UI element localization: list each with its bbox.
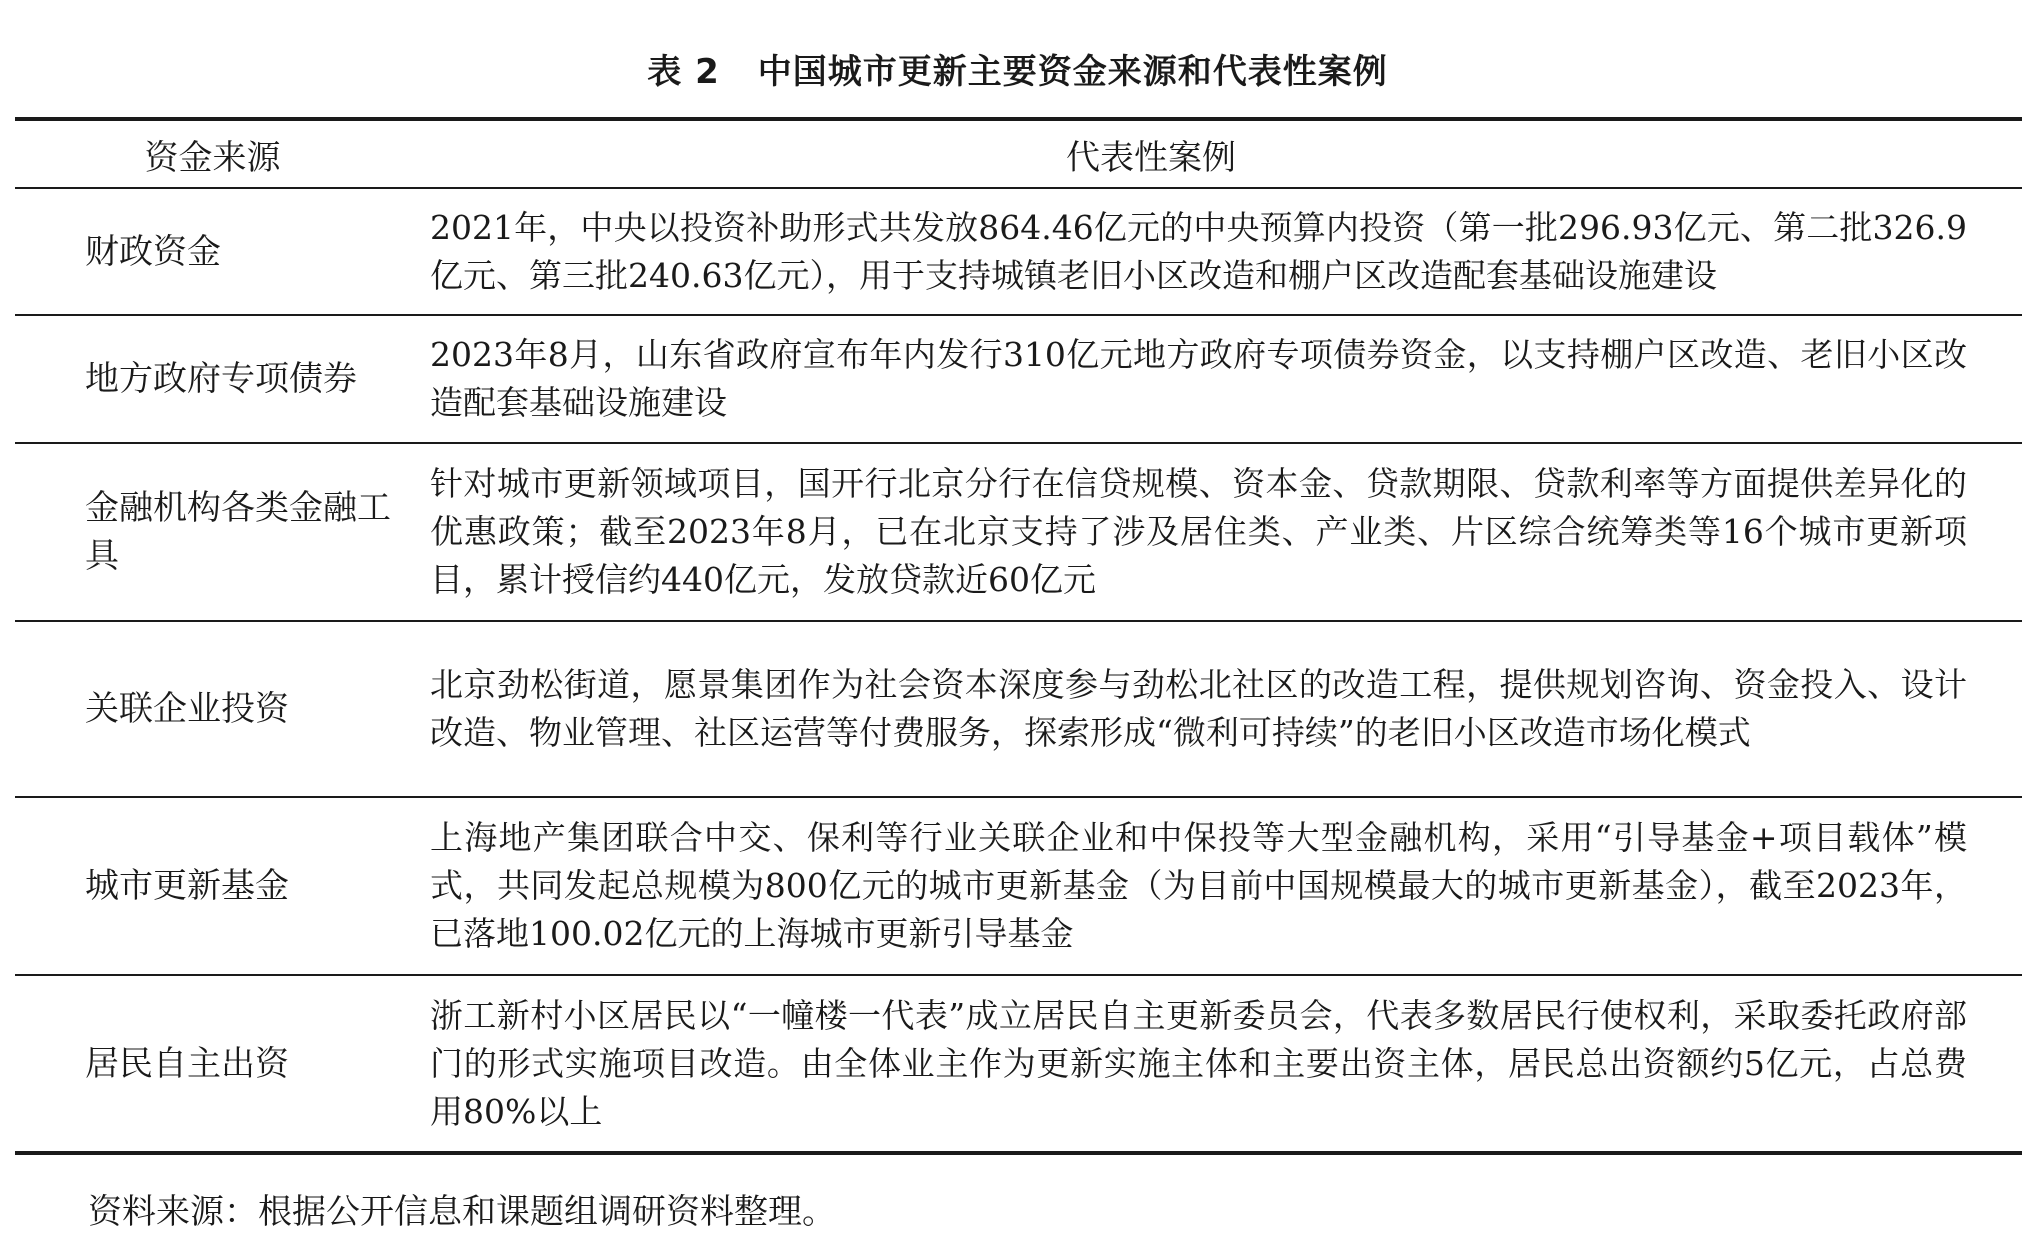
row-funding-source: 城市更新基金 — [85, 866, 289, 906]
funding-sources-table — [15, 117, 2022, 1155]
row-funding-source: 财政资金 — [85, 231, 221, 272]
table-caption — [0, 48, 2035, 96]
row-representative-case: 北京劲松街道，愿景集团作为社会资本深度参与劲松北社区的改造工程，提供规划咨询、资金投入、设计改造、物业管理、社区运营等付费服务，探索形成“微利可持续”的老旧小区改造市场化模式 — [430, 665, 1967, 752]
row-representative-case: 针对城市更新领域项目，国开行北京分行在信贷规模、资本金、贷款期限、贷款利率等方面提供差异化的优惠政策；截至2023年8月，已在北京支持了涉及居住类、产业类、片区综合统筹类等16个城市更新项目，累计授信约440亿元，发放贷款近60亿元 — [430, 464, 1967, 599]
table-row — [15, 622, 2022, 798]
row-representative-case: 2021年，中央以投资补助形式共发放864.46亿元的中央预算内投资（第一批296.93亿元、第二批326.9亿元、第三批240.63亿元），用于支持城镇老旧小区改造和棚户区改造配套基础设施建设 — [430, 207, 1967, 295]
table-header-row — [15, 121, 2022, 189]
table-row — [15, 189, 2022, 316]
table-footnote: 资料来源：根据公开信息和课题组调研资料整理。 — [88, 1192, 836, 1232]
header-funding-source: 资金来源 — [144, 137, 281, 178]
table-title: 中国城市更新主要资金来源和代表性案例 — [757, 52, 1388, 92]
table-row — [15, 798, 2022, 976]
table-row — [15, 976, 2022, 1151]
row-representative-case: 浙工新村小区居民以“一幢楼一代表”成立居民自主更新委员会，代表多数居民行使权利，采取委托政府部门的形式实施项目改造。由全体业主作为更新实施主体和主要出资主体，居民总出资额约5亿元，占总费用80%以上 — [430, 995, 1967, 1131]
row-representative-case: 2023年8月，山东省政府宣布年内发行310亿元地方政府专项债券资金，以支持棚户区改造、老旧小区改造配套基础设施建设 — [430, 335, 1967, 422]
row-representative-case: 上海地产集团联合中交、保利等行业关联企业和中保投等大型金融机构，采用“引导基金+项目载体”模式，共同发起总规模为800亿元的城市更新基金（为目前中国规模最大的城市更新基金），截至2023年，已落地100.02亿元的上海城市更新引导基金 — [430, 818, 1967, 953]
table-row — [15, 316, 2022, 444]
table-number: 表 2 — [647, 52, 720, 92]
table-row — [15, 444, 2022, 622]
row-funding-source: 地方政府专项债券 — [85, 359, 357, 399]
header-representative-case: 代表性案例 — [1066, 137, 1236, 178]
row-funding-source: 居民自主出资 — [85, 1043, 289, 1084]
row-funding-source: 金融机构各类金融工具 — [85, 488, 391, 576]
row-funding-source: 关联企业投资 — [85, 689, 289, 729]
